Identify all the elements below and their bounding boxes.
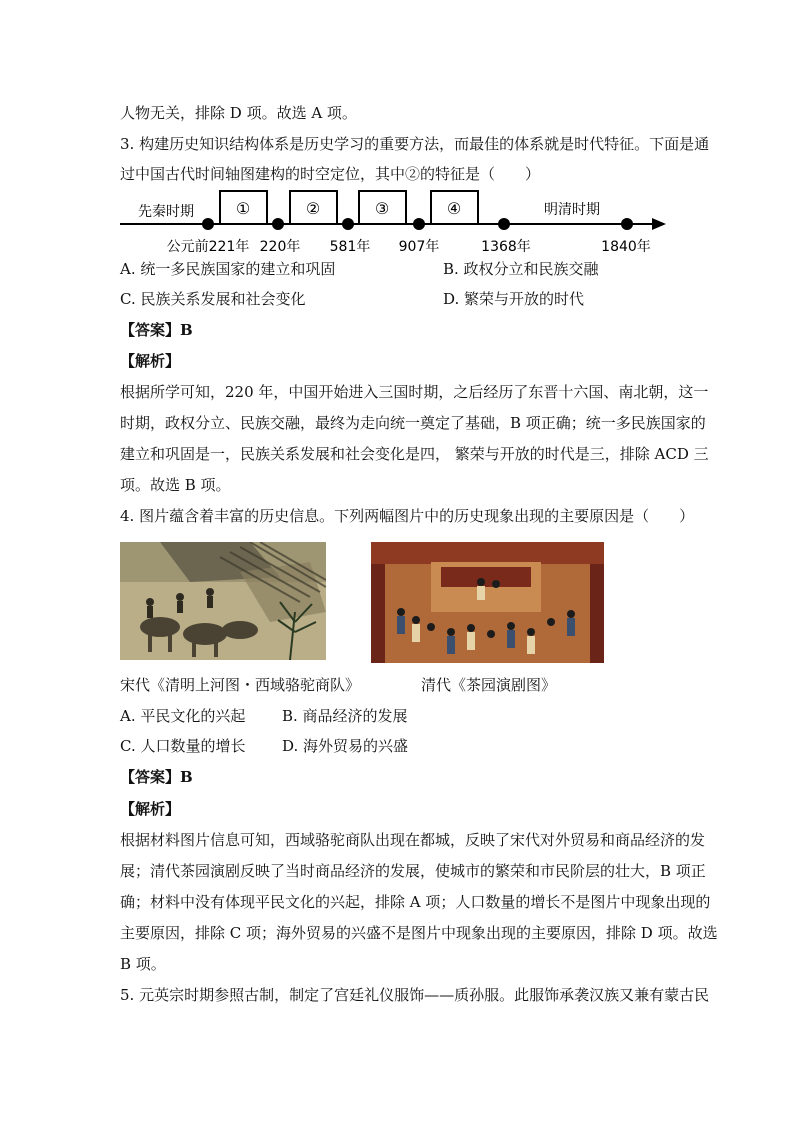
q3-stem-line-1: 3. 构建历史知识结构体系是历史学习的重要方法，而最佳的体系就是时代特征。下面是通 — [120, 135, 710, 153]
q3-option-b: B. 政权分立和民族交融 — [443, 260, 599, 278]
q3-option-a: A. 统一多民族国家的建立和巩固 — [120, 260, 336, 278]
timeline-box-4 — [431, 191, 478, 224]
q4-analysis-line-1: 根据材料图片信息可知，西域骆驼商队出现在都城，反映了宋代对外贸易和商品经济的发 — [120, 831, 706, 849]
prev-analysis-tail: 人物无关，排除 D 项。故选 A 项。 — [120, 104, 357, 122]
timeline-dot-5 — [498, 218, 510, 230]
timeline-box-3-label: ③ — [374, 199, 390, 218]
q4-option-c: C. 人口数量的增长 — [120, 737, 246, 755]
timeline-year-1: 公元前221年 — [166, 239, 250, 255]
timeline-year-4: 907年 — [398, 239, 440, 255]
timeline-year-6: 1840年 — [601, 239, 651, 255]
timeline-box-2-label: ② — [305, 199, 321, 218]
timeline-box-1 — [220, 191, 267, 224]
timeline-year-2: 220年 — [259, 239, 301, 255]
q4-analysis-line-5: B 项。 — [120, 955, 166, 973]
q3-stem-line-2: 过中国古代时间轴图建构的时空定位，其中②的特征是（ ） — [120, 165, 541, 183]
q3-analysis-line-1: 根据所学可知，220 年，中国开始进入三国时期，之后经历了东晋十六国、南北朝，这一 — [120, 383, 709, 401]
q4-analysis-title: 【解析】 — [120, 800, 181, 818]
timeline-dot-6 — [621, 218, 633, 230]
q3-option-c: C. 民族关系发展和社会变化 — [120, 290, 306, 308]
timeline-dot-4 — [413, 218, 425, 230]
q4-option-d: D. 海外贸易的兴盛 — [282, 737, 409, 755]
timeline-box-1-label: ① — [235, 199, 251, 218]
timeline-box-3 — [359, 191, 406, 224]
q4-option-a: A. 平民文化的兴起 — [120, 707, 246, 725]
q4-analysis-line-3: 确；材料中没有体现平民文化的兴起，排除 A 项；人口数量的增长不是图片中现象出现的 — [120, 893, 711, 911]
q3-option-d: D. 繁荣与开放的时代 — [443, 290, 585, 308]
q4-analysis-line-2: 展；清代茶园演剧反映了当时商品经济的发展，使城市的繁荣和市民阶层的壮大，B 项正 — [120, 862, 706, 880]
timeline-right-label: 明清时期 — [544, 202, 600, 218]
q4-option-b: B. 商品经济的发展 — [282, 707, 408, 725]
q3-analysis-line-2: 时期，政权分立、民族交融，最终为走向统一奠定了基础，B 项正确；统一多民族国家的 — [120, 414, 706, 432]
timeline-year-5: 1368年 — [481, 239, 531, 255]
q3-analysis-line-4: 项。故选 B 项。 — [120, 476, 231, 494]
timeline-left-label: 先秦时期 — [138, 204, 194, 220]
q3-analysis-title: 【解析】 — [120, 352, 181, 370]
q4-answer: 【答案】B — [120, 768, 193, 786]
painting-camel-caravan — [120, 542, 326, 660]
q4-stem: 4. 图片蕴含着丰富的历史信息。下列两幅图片中的历史现象出现的主要原因是（ ） — [120, 507, 695, 525]
caption-right: 清代《茶园演剧图》 — [421, 676, 557, 694]
painting-tea-garden-theater — [371, 542, 604, 663]
timeline-box-2 — [290, 191, 337, 224]
timeline-dot-1 — [202, 218, 214, 230]
timeline-box-4-label: ④ — [446, 199, 462, 218]
q5-stem-line-1: 5. 元英宗时期参照古制，制定了宫廷礼仪服饰——质孙服。此服饰承袭汉族又兼有蒙古民 — [120, 986, 710, 1004]
q3-answer: 【答案】B — [120, 321, 193, 339]
q4-analysis-line-4: 主要原因，排除 C 项；海外贸易的兴盛不是图片中现象出现的主要原因，排除 D 项。故选 — [120, 924, 718, 942]
timeline-year-3: 581年 — [329, 239, 371, 255]
q3-analysis-line-3: 建立和巩固是一，民族关系发展和社会变化是四， 繁荣与开放的时代是三，排除 ACD 三 — [120, 445, 709, 463]
caption-left: 宋代《清明上河图・西域骆驼商队》 — [120, 676, 361, 694]
timeline-dot-2 — [272, 218, 284, 230]
timeline-diagram — [118, 184, 678, 264]
timeline-dot-3 — [342, 218, 354, 230]
